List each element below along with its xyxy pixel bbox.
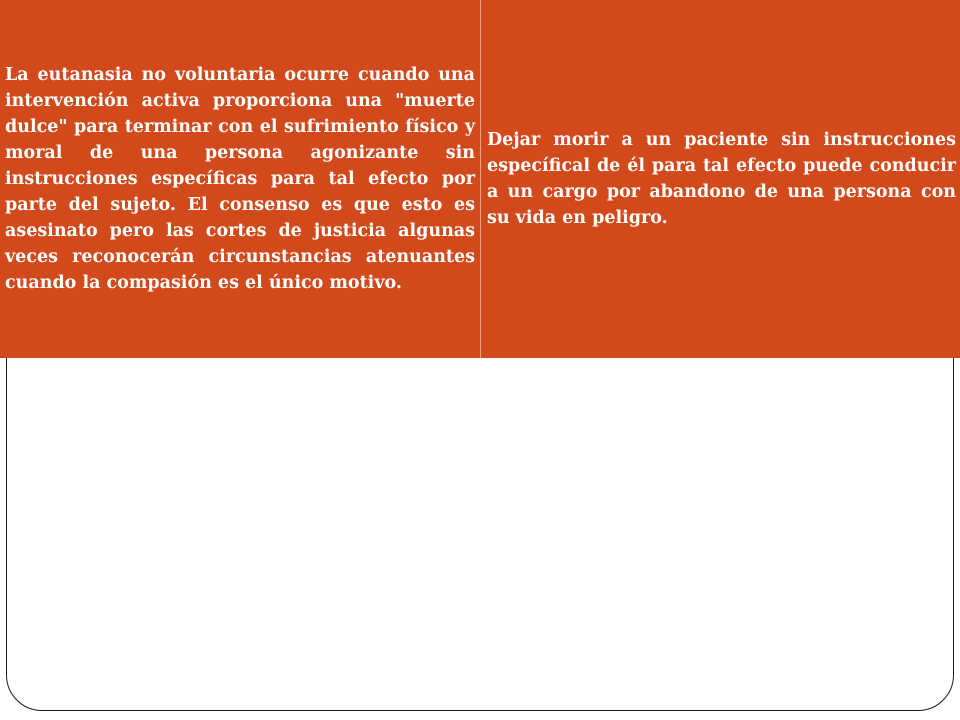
cell-text-left: La eutanasia no voluntaria ocurre cuando una intervención activa proporciona una "muerte dulce" para terminar con el sufrimiento físico y moral de una persona agonizante sin instrucciones específicas para tal efecto por parte del sujeto. El consenso es que esto es asesinato pero las cortes de justicia algunas veces reconocerán circunstancias atenuantes cuando la compasión es el único motivo. [5,65,475,293]
content-table [0,0,960,358]
table-cell-right [481,0,960,358]
table-cell-left [0,0,481,358]
cell-text-right: Dejar morir a un paciente sin instrucciones específical de él para tal efecto puede conducir a un cargo por abandono de una persona con su vida en peligro. [487,130,956,228]
